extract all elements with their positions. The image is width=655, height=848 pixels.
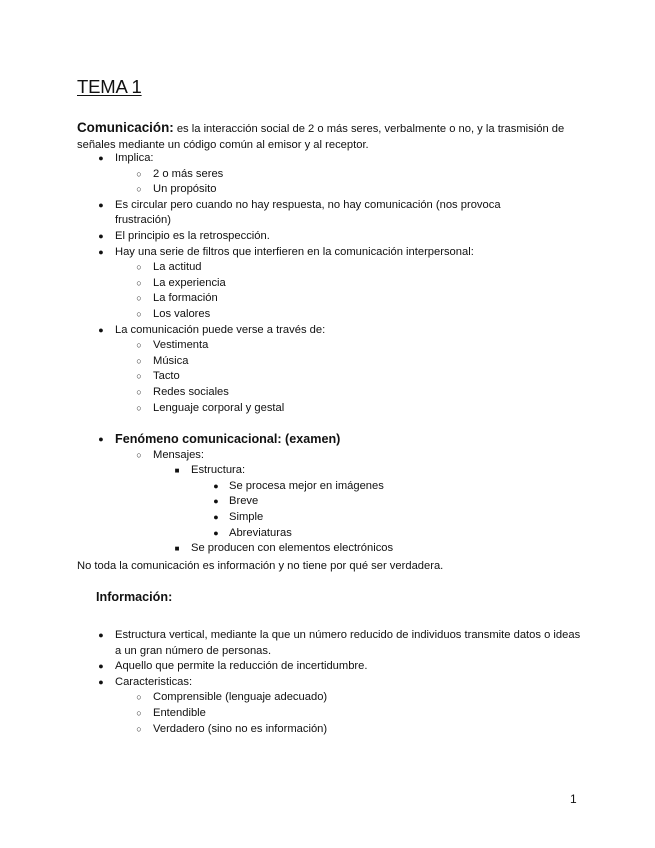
bullet-disc-icon: ● <box>98 661 104 672</box>
bullet-circle-icon: ○ <box>136 723 142 734</box>
list-item: ○ Entendible <box>77 706 577 722</box>
list-item: ○ Redes sociales <box>77 385 577 401</box>
bullet-disc-icon: ● <box>98 246 104 257</box>
bullet-circle-icon: ○ <box>136 692 142 703</box>
bullet-disc-icon: ● <box>98 630 104 640</box>
bullet-disc-icon: ● <box>98 230 104 241</box>
bullet-square-icon: ■ <box>174 466 180 476</box>
bullet-circle-icon: ○ <box>136 371 142 382</box>
bullet-disc-icon: ● <box>213 527 219 538</box>
bullet-square-icon: ■ <box>174 544 180 554</box>
list-item: ● Aquello que permite la reducción de incertidumbre. <box>77 659 577 675</box>
bullet-disc-icon: ● <box>213 496 219 507</box>
bullet-disc-icon: ● <box>213 511 219 522</box>
list-item: ○ Verdadero (sino no es información) <box>77 722 577 738</box>
intro-text: es la interacción social de 2 o más seres, verbalmente o no, y la trasmisión de señales mediante un código común al emisor y al receptor. <box>77 123 565 151</box>
list-item: ○ Vestimenta <box>77 338 577 354</box>
list-item: ○ Tacto <box>77 369 577 385</box>
list-item: ○ 2 o más seres <box>77 167 577 183</box>
list-item: ● Simple <box>77 510 577 526</box>
bullet-circle-icon: ○ <box>136 293 142 304</box>
fenomeno-list <box>77 432 577 557</box>
bullet-circle-icon: ○ <box>136 386 142 397</box>
list-item: ● Es circular pero cuando no hay respuesta, no hay comunicación (nos provoca frustración) <box>77 198 535 229</box>
list-item: ○ Música <box>77 354 577 370</box>
list-item: ○ La actitud <box>77 260 577 276</box>
bullet-circle-icon: ○ <box>136 277 142 288</box>
list-item: ○ La formación <box>77 291 577 307</box>
bullet-circle-icon: ○ <box>136 262 142 273</box>
statement-text: No toda la comunicación es información y no tiene por qué ser verdadera. <box>77 560 444 572</box>
list-item: ● Hay una serie de filtros que interfieren en la comunicación interpersonal: <box>77 245 577 261</box>
intro-paragraph <box>77 120 587 153</box>
bullet-circle-icon: ○ <box>136 308 142 319</box>
bullet-disc-icon: ● <box>213 480 219 491</box>
bullet-circle-icon: ○ <box>136 184 142 195</box>
bullet-circle-icon: ○ <box>136 168 142 179</box>
list-item: ■ Estructura: <box>77 463 577 479</box>
intro-term: Comunicación: <box>77 120 174 135</box>
page-title: TEMA 1 <box>77 76 142 97</box>
list-item: ● Abreviaturas <box>77 526 577 542</box>
list-item: ● Implica: <box>77 151 577 167</box>
list-item: ○ Un propósito <box>77 182 577 198</box>
bullet-disc-icon: ● <box>98 676 104 687</box>
bullet-disc-icon: ● <box>98 153 104 163</box>
bullet-circle-icon: ○ <box>136 355 142 366</box>
informacion-list <box>77 628 581 737</box>
bullet-circle-icon: ○ <box>136 449 142 460</box>
informacion-heading: Información: <box>96 590 173 604</box>
list-item: ○ Lenguaje corporal y gestal <box>77 401 577 417</box>
bullet-disc-icon: ● <box>98 434 104 444</box>
list-item: ○ Los valores <box>77 307 577 323</box>
bullet-disc-icon: ● <box>98 199 104 210</box>
list-item: ● Caracteristicas: <box>77 675 577 691</box>
list-item: ○ Mensajes: <box>77 448 577 464</box>
list-item: ● La comunicación puede verse a través de: <box>77 323 577 339</box>
list-item: ● El principio es la retrospección. <box>77 229 577 245</box>
bullet-circle-icon: ○ <box>136 707 142 718</box>
list-item: ● Estructura vertical, mediante la que un número reducido de individuos transmite datos o ideas a un gran número de personas. <box>77 628 585 659</box>
bullet-circle-icon: ○ <box>136 340 142 351</box>
list-item: ■ Se producen con elementos electrónicos <box>77 541 577 557</box>
bullet-circle-icon: ○ <box>136 402 142 413</box>
list-item-heading: ● Fenómeno comunicacional: (examen) <box>77 432 577 448</box>
bullet-disc-icon: ● <box>98 324 104 335</box>
comunicacion-list <box>77 151 577 416</box>
page-number: 1 <box>570 792 577 806</box>
list-item: ● Se procesa mejor en imágenes <box>77 479 577 495</box>
list-item: ○ Comprensible (lenguaje adecuado) <box>77 690 577 706</box>
list-item: ● Breve <box>77 494 577 510</box>
list-item: ○ La experiencia <box>77 276 577 292</box>
